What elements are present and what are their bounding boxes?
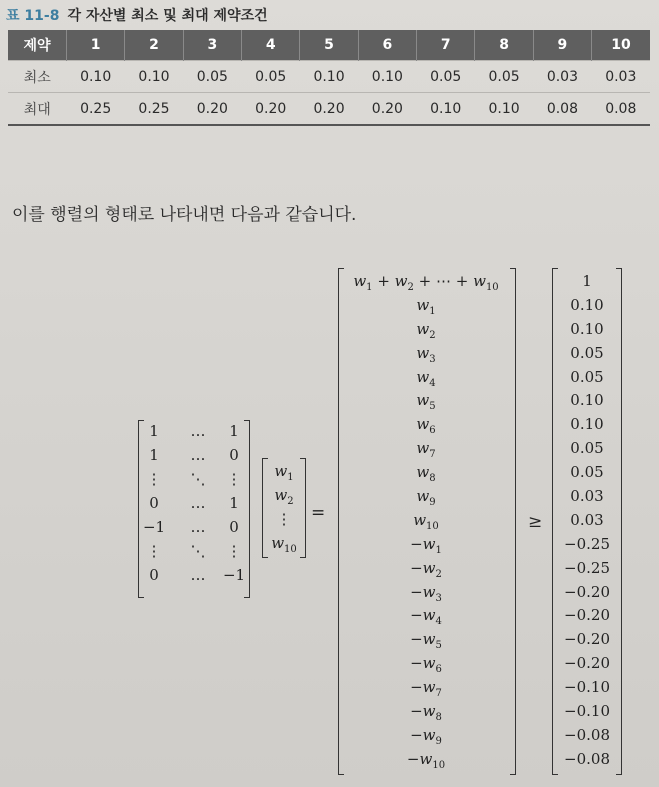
matrix-a-entry: …	[190, 446, 206, 464]
bound-entry: −0.20	[564, 606, 610, 625]
rhs-entry: $-w_3$	[410, 582, 442, 604]
bound-entry: −0.20	[564, 654, 610, 673]
rhs-entry: $-w_4$	[410, 606, 442, 628]
matrix-a-entry: −1	[222, 566, 246, 584]
bound-entry: −0.25	[564, 558, 610, 577]
rhs-entry: $-w_{10}$	[406, 749, 446, 771]
rhs-entry: $-w_1$	[410, 534, 442, 556]
bound-entry: 0.03	[570, 510, 604, 529]
rhs-entry: $w_4$	[416, 367, 436, 389]
table-cell: 0.25	[125, 93, 183, 126]
table-cell: 0.08	[533, 93, 591, 126]
bound-entry: 0.05	[570, 367, 604, 386]
rhs-entry: $-w_2$	[410, 558, 442, 580]
bounds-vector	[556, 270, 618, 772]
matrix-a-entry: ⋮	[146, 470, 162, 488]
matrix-a-entry: ⋱	[190, 470, 206, 488]
matrix-a-entry: …	[190, 518, 206, 536]
matrix-a-entry: …	[190, 494, 206, 512]
header-cell: 9	[533, 30, 591, 61]
rhs-entry: $-w_8$	[410, 702, 442, 724]
header-cell: 4	[242, 30, 300, 61]
header-cell: 1	[67, 30, 125, 61]
matrix-a-entry: 1	[149, 446, 159, 464]
bound-entry: 0.10	[570, 391, 604, 410]
rhs-entry: $w_3$	[416, 343, 436, 365]
bound-entry: 0.05	[570, 343, 604, 362]
bound-entry: 0.05	[570, 439, 604, 458]
bound-entry: −0.08	[564, 749, 610, 768]
table-cell: 0.05	[183, 61, 241, 93]
header-cell: 3	[183, 30, 241, 61]
table-cell: 0.05	[242, 61, 300, 93]
table-cell: 0.03	[592, 61, 650, 93]
rhs-entry: $w_{10}$	[413, 510, 439, 532]
table-cell: 0.10	[125, 61, 183, 93]
bound-entry: −0.10	[564, 678, 610, 697]
equals-sign: =	[311, 503, 326, 523]
header-cell: 5	[300, 30, 358, 61]
table-cell: 0.10	[417, 93, 475, 126]
bound-entry: 0.05	[570, 463, 604, 482]
header-cell: 7	[417, 30, 475, 61]
header-cell: 2	[125, 30, 183, 61]
header-cell: 8	[475, 30, 533, 61]
rhs-entry: $w_5$	[416, 391, 436, 413]
rhs-entry: $w_7$	[416, 439, 436, 461]
rhs-entry: $w_9$	[416, 487, 436, 509]
bound-entry: 0.10	[570, 415, 604, 434]
bound-entry: −0.25	[564, 534, 610, 553]
table-cell: 0.03	[533, 61, 591, 93]
rhs-entry: $-w_9$	[410, 725, 442, 747]
table-header-row	[8, 30, 650, 61]
table-cell: 0.20	[358, 93, 416, 126]
matrix-a-entry: ⋮	[146, 542, 162, 560]
table-cell: 0.08	[592, 93, 650, 126]
rhs-entry: $w_1$	[416, 295, 436, 317]
table-cell: 0.20	[300, 93, 358, 126]
matrix-a-entry: …	[190, 422, 206, 440]
rhs-entry: $w_6$	[416, 415, 436, 437]
bound-entry: −0.20	[564, 630, 610, 649]
table-row-max	[8, 93, 650, 126]
bound-entry: 0.10	[570, 295, 604, 314]
table-cell: 0.05	[475, 61, 533, 93]
vector-w-entry: ⋮	[276, 509, 292, 528]
rhs-entry: $-w_7$	[410, 678, 442, 700]
vector-w-entry: $w_2$	[274, 485, 294, 507]
table-cell: 0.10	[358, 61, 416, 93]
vector-w-entry: $w_1$	[274, 462, 294, 483]
rhs-vector	[342, 270, 510, 772]
row-label: 최대	[8, 93, 67, 126]
rhs-right-bracket	[510, 268, 516, 775]
header-cell: 10	[592, 30, 650, 61]
table-cell: 0.10	[67, 61, 125, 93]
matrix-a-entry: 0	[229, 518, 239, 536]
constraint-table	[8, 30, 650, 126]
matrix-a-entry: ⋮	[226, 470, 242, 488]
table-cell: 0.10	[300, 61, 358, 93]
table-caption-text: 각 자산별 최소 및 최대 제약조건	[67, 8, 268, 24]
matrix-a-entry: 0	[149, 494, 159, 512]
rhs-entry: $-w_5$	[410, 630, 442, 652]
matrix-a-entry: …	[190, 566, 206, 584]
table-caption	[6, 5, 268, 25]
bound-entry: −0.20	[564, 582, 610, 601]
table-cell: 0.20	[183, 93, 241, 126]
table-cell: 0.25	[67, 93, 125, 126]
matrix-a-entry: −1	[142, 518, 166, 536]
bound-entry: 1	[582, 272, 592, 290]
vector-w	[266, 460, 302, 556]
matrix-a-entry: 1	[229, 422, 239, 440]
rhs-sum-entry: $w_1 + w_2$ + ⋯ + $w_{10}$	[353, 272, 499, 293]
bound-entry: 0.10	[570, 319, 604, 338]
table-cell: 0.20	[242, 93, 300, 126]
matrix-a-entry: 0	[149, 566, 159, 584]
header-cell: 제약	[8, 30, 67, 61]
header-cell: 6	[358, 30, 416, 61]
matrix-a-entry: 0	[229, 446, 239, 464]
bound-entry: −0.08	[564, 725, 610, 744]
bound-entry: 0.03	[570, 487, 604, 506]
body-paragraph: 이를 행렬의 형태로 나타내면 다음과 같습니다.	[12, 205, 357, 225]
table-cell: 0.10	[475, 93, 533, 126]
table-cell: 0.05	[417, 61, 475, 93]
geq-sign: ≥	[528, 512, 543, 532]
vector-w-entry: $w_{10}$	[271, 533, 297, 555]
matrix-a-entry: ⋮	[226, 542, 242, 560]
rhs-entry: $-w_6$	[410, 654, 442, 676]
matrix-a-entry: 1	[229, 494, 239, 512]
bound-entry: −0.10	[564, 702, 610, 721]
matrix-a-entry: 1	[149, 422, 159, 440]
rhs-entry: $w_2$	[416, 319, 436, 341]
rhs-entry: $w_8$	[416, 463, 436, 485]
matrix-a-entry: ⋱	[190, 542, 206, 560]
table-row-min	[8, 61, 650, 93]
table-caption-label: 표 11-8	[6, 8, 60, 24]
row-label: 최소	[8, 61, 67, 93]
